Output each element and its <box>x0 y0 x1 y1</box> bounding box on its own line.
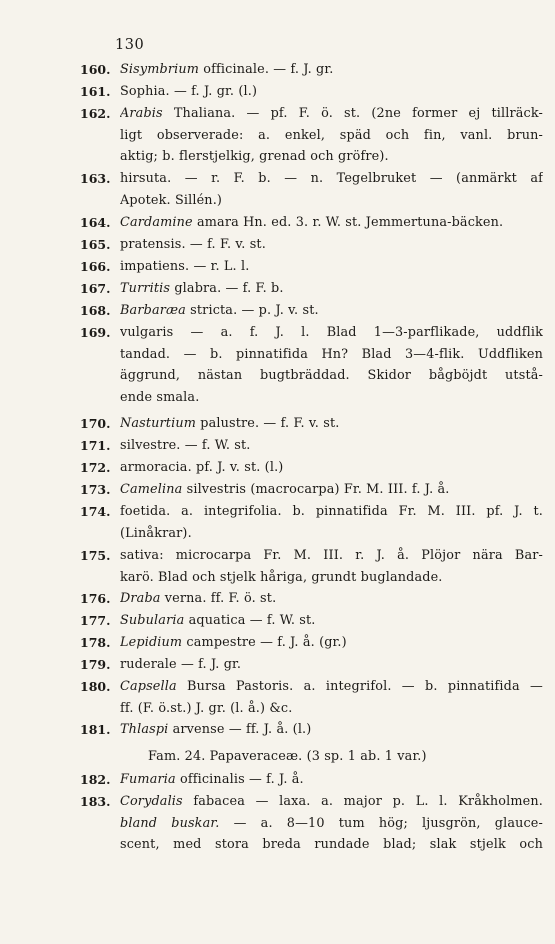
entry-text <box>120 322 543 409</box>
entry-number: 162. <box>80 106 111 121</box>
entry-number: 179. <box>80 657 111 672</box>
entry-number: 166. <box>80 259 111 274</box>
line-text: sativa: microcarpa Fr. M. III. r. J. å. Plöjor nära Bar- <box>120 548 543 563</box>
entry-line <box>120 146 543 168</box>
line-text: fabacea — laxa. a. major p. L. l. Kråkholmen. <box>182 794 543 809</box>
entry-number: 177. <box>80 613 111 628</box>
entry-line <box>120 791 543 813</box>
entry-text <box>120 588 543 610</box>
line-text: (Linåkrar). <box>120 525 192 541</box>
genus-name: Fumaria <box>120 772 176 787</box>
entry-text <box>120 256 543 278</box>
line-text: Bursa Pastoris. a. integrifol. — b. pinnatifida — <box>176 679 543 694</box>
entry-line <box>120 479 543 501</box>
line-text: pratensis. — f. F. v. st. <box>120 237 266 252</box>
entry-line <box>120 654 543 676</box>
line-text: ende smala. <box>120 390 200 406</box>
line-text: Apotek. Sillén.) <box>120 192 223 208</box>
entry-text <box>120 791 543 856</box>
line-text: hirsuta. — r. F. b. — n. Tegelbruket — (anmärkt af <box>120 171 543 186</box>
entry-line <box>120 588 543 610</box>
entry-number: 168. <box>80 303 111 318</box>
genus-name: Arabis <box>120 106 163 121</box>
entry-line <box>120 212 543 234</box>
line-text: äggrund, nästan bugtbräddad. Skidor bågböjdt utstå- <box>120 368 543 384</box>
entry-number: 180. <box>80 679 111 694</box>
entry-line <box>120 834 543 856</box>
genus-name: bland buskar. <box>120 815 220 831</box>
line-text: officinale. — f. J. gr. <box>199 62 334 77</box>
entry-text <box>120 103 543 168</box>
entry-line <box>120 256 543 278</box>
entry-line <box>120 545 543 567</box>
line-text: amara Hn. ed. 3. r. W. st. Jemmertuna-bäcken. <box>192 215 504 230</box>
line-text: silvestre. — f. W. st. <box>120 438 251 453</box>
entry-number: 160. <box>80 62 111 77</box>
entry-number: 167. <box>80 281 111 296</box>
entry-text <box>120 81 543 103</box>
entry-line <box>120 632 543 654</box>
line-text: stricta. — p. J. v. st. <box>185 303 319 318</box>
line-text: glabra. — f. F. b. <box>170 281 284 296</box>
entry-text <box>120 676 543 719</box>
line-text: — a. 8—10 tum hög; ljusgrön, glauce- <box>219 815 543 831</box>
entry-number: 163. <box>80 171 111 186</box>
entry-line <box>120 103 543 125</box>
entry-line <box>120 278 543 300</box>
entry-line <box>120 344 543 366</box>
genus-name: Camelina <box>120 482 183 497</box>
line-text: palustre. — f. F. v. st. <box>196 416 340 431</box>
line-text: impatiens. — r. L. l. <box>120 259 250 274</box>
genus-name: Lepidium <box>120 635 183 650</box>
genus-name: Corydalis <box>120 794 183 809</box>
entry-text <box>120 168 543 211</box>
line-text: campestre — f. J. å. (gr.) <box>182 635 347 650</box>
line-text: ligt observerade: a. enkel, späd och fin, vanl. brun- <box>120 127 543 143</box>
entry-number: 183. <box>80 794 111 809</box>
entry-number: 161. <box>80 84 111 99</box>
entry-line <box>120 457 543 479</box>
entry-line <box>120 365 543 387</box>
line-text: verna. ff. F. ö. st. <box>160 591 277 606</box>
entry-number: 169. <box>80 325 111 340</box>
entry-line <box>120 769 543 791</box>
entry-text <box>120 654 543 676</box>
entry-text <box>120 457 543 479</box>
entry-line <box>120 676 543 698</box>
entry-line <box>120 813 543 835</box>
line-text: silvestris (macrocarpa) Fr. M. III. f. J. å. <box>182 482 450 497</box>
entry-line <box>120 190 543 212</box>
entry-number: 164. <box>80 215 111 230</box>
entry-text <box>120 59 543 81</box>
line-text: arvense — ff. J. å. (l.) <box>168 722 312 737</box>
entry-line <box>120 81 543 103</box>
entry-line <box>120 300 543 322</box>
genus-name: Nasturtium <box>120 416 197 431</box>
entry-text <box>120 234 543 256</box>
line-text: ff. (F. ö.st.) J. gr. (l. å.) &c. <box>120 700 293 716</box>
entry-number: 174. <box>80 504 111 519</box>
entry-line <box>120 59 543 81</box>
entry-line <box>120 234 543 256</box>
entry-line <box>120 698 543 720</box>
entry-text <box>120 769 543 791</box>
line-text: Thaliana. — pf. F. ö. st. (2ne former ej tillräck- <box>162 106 543 121</box>
entry-number: 170. <box>80 416 111 431</box>
entry-text <box>120 632 543 654</box>
genus-name: Thlaspi <box>120 722 169 737</box>
entry-number: 172. <box>80 460 111 475</box>
entry-number: 175. <box>80 548 111 563</box>
entry-number: 173. <box>80 482 111 497</box>
entry-text <box>120 435 543 457</box>
entry-text <box>120 479 543 501</box>
entry-text <box>120 719 543 741</box>
genus-name: Cardamine <box>120 215 193 230</box>
entry-line <box>120 413 543 435</box>
genus-name: Turritis <box>120 281 171 296</box>
entry-line <box>120 610 543 632</box>
entry-text <box>120 545 543 588</box>
line-text: foetida. a. integrifolia. b. pinnatifida Fr. M. III. pf. J. t. <box>120 504 543 519</box>
entry-number: 176. <box>80 591 111 606</box>
entry-line <box>120 501 543 523</box>
line-text: scent, med stora breda rundade blad; slak stjelk och <box>120 837 543 853</box>
genus-name: Capsella <box>120 679 177 694</box>
entry-number: 178. <box>80 635 111 650</box>
entry-number: 165. <box>80 237 111 252</box>
entry-line <box>120 168 543 190</box>
page-number: 130 <box>115 37 145 53</box>
entry-line <box>120 387 543 409</box>
entry-text <box>120 212 543 234</box>
entry-text <box>120 278 543 300</box>
line-text: officinalis — f. J. å. <box>175 772 304 787</box>
entry-text <box>120 610 543 632</box>
line-text: armoracia. pf. J. v. st. (l.) <box>120 460 284 475</box>
line-text: ruderale — f. J. gr. <box>120 657 242 672</box>
line-text: aktig; b. flerstjelkig, grenad och gröfre). <box>120 149 389 165</box>
line-text: Sophia. — f. J. gr. (l.) <box>120 84 258 99</box>
line-text: vulgaris — a. f. J. l. Blad 1—3-parflikade, uddflik <box>120 325 543 340</box>
entry-line <box>120 523 543 545</box>
genus-name: Subularia <box>120 613 185 628</box>
entry-line <box>120 435 543 457</box>
line-text: tandad. — b. pinnatifida Hn? Blad 3—4-flik. Uddfliken <box>120 346 543 362</box>
entry-number: 171. <box>80 438 111 453</box>
genus-name: Draba <box>120 591 161 606</box>
line-text: aquatica — f. W. st. <box>184 613 316 628</box>
family-note: Fam. 24. Papaveraceæ. (3 sp. 1 ab. 1 var.) <box>148 749 427 764</box>
entry-line <box>120 719 543 741</box>
entry-line <box>120 125 543 147</box>
entry-number: 181. <box>80 722 111 737</box>
genus-name: Sisymbrium <box>120 62 200 77</box>
entry-text <box>120 413 543 435</box>
entry-number: 182. <box>80 772 111 787</box>
line-text: karö. Blad och stjelk håriga, grundt buglandade. <box>120 569 443 585</box>
genus-name: Barbaræa <box>120 303 186 318</box>
entry-line <box>120 322 543 344</box>
entry-text <box>120 501 543 544</box>
entry-text <box>120 300 543 322</box>
entry-line <box>120 567 543 589</box>
